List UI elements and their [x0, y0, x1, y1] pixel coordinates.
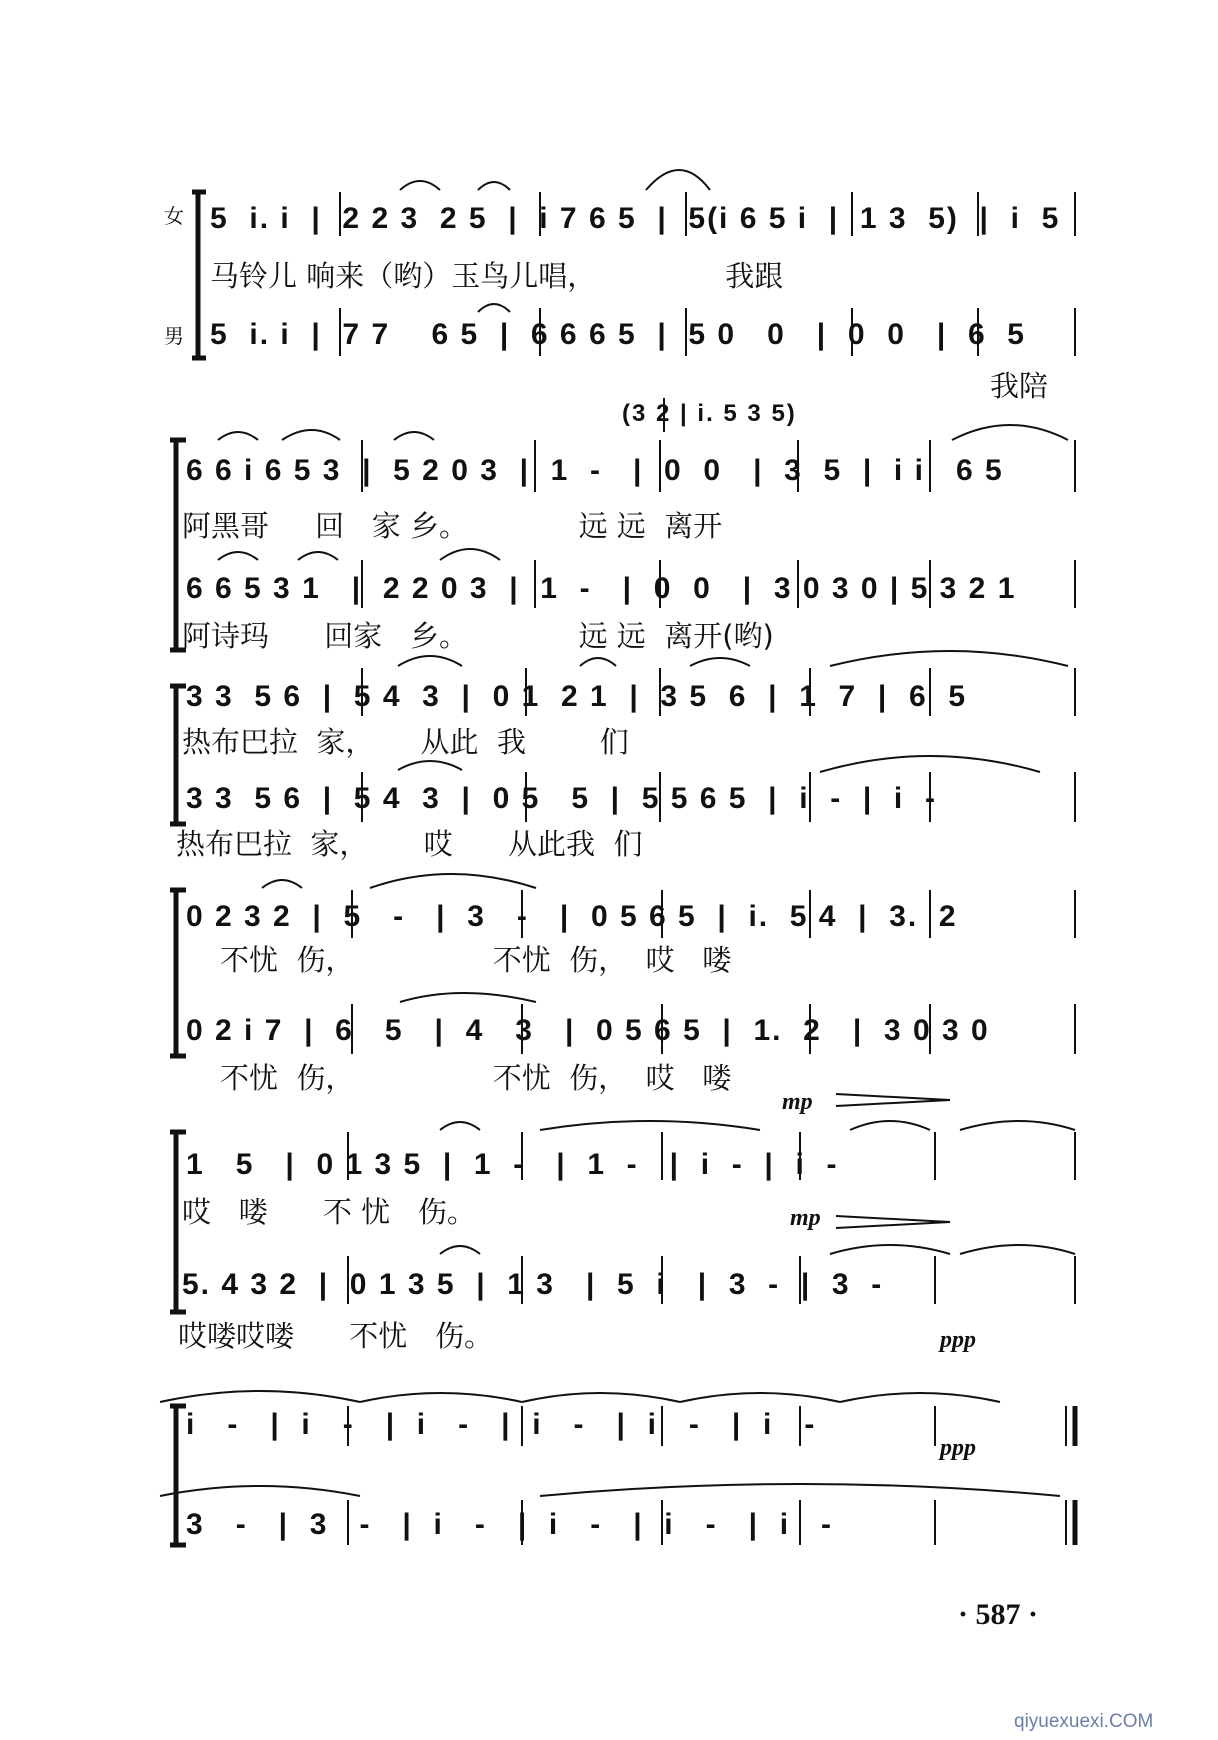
s1-male-notes: 5 i. i | 7 7 6 5 | 6 6 6 5 | 5 0 0 | 0 0 | 6 5 — [210, 318, 1026, 351]
s6-female-notes: i - | i - | i - | i - | i - | i - — [186, 1408, 817, 1441]
s5-end-dynamic: ppp — [940, 1327, 976, 1353]
s2-female-notes: 6 6 i 6 5 3 | 5 2 0 3 | 1 - | 0 0 | 3 5 | i i 6 5 — [186, 454, 1004, 487]
s3-female-lyrics: 热布巴拉 家， 从此 我 们 — [182, 725, 629, 759]
s5-dynamic: mp — [790, 1205, 821, 1231]
s3-female-notes: 3 3 5 6 | 5 4 3 | 0 1 2 1 | 3 5 6 | 1 7 | 6 5 — [186, 680, 968, 713]
s1-male-lyrics: 我陪 — [990, 369, 1049, 403]
s5-female-lyrics: 哎 喽 不 忧 伤。 — [182, 1195, 476, 1229]
s4-male-notes: 0 2 i 7 | 6 5 | 4 3 | 0 5 6 5 | 1. 2 | 3 0 3 0 — [186, 1014, 990, 1047]
s2-female-lyrics: 阿黑哥 回 家 乡。 远 远 离开 — [182, 509, 723, 543]
s2-male-lyrics: 阿诗玛 回家 乡。 远 远 离开(哟) — [182, 619, 774, 653]
male-part-label: 男 — [164, 324, 184, 348]
s4-male-lyrics: 不忧 伤， 不忧 伤， 哎 喽 — [220, 1061, 732, 1095]
s1-ossia: (3 2 | i. 5 3 5) — [622, 400, 797, 427]
s5-female-notes: 1 5 | 0 1 3 5 | 1 - | 1 - | i - | i - — [186, 1148, 839, 1181]
s3-male-lyrics: 热布巴拉 家， 哎 从此我 们 — [176, 827, 643, 861]
s6-end-dynamic: ppp — [940, 1435, 976, 1461]
s4-female-notes: 0 2 3 2 | 5 - | 3 - | 0 5 6 5 | i. 5 4 | 3. 2 — [186, 900, 958, 933]
female-part-label: 女 — [164, 204, 184, 228]
watermark: qiyuexuexi.COM — [1014, 1711, 1154, 1732]
s1-female-notes: 5 i. i | 2 2 3 2 5 | i 7 6 5 | 5(i 6 5 i | 1 3 5) | i 5 — [210, 202, 1061, 235]
s3-male-notes: 3 3 5 6 | 5 4 3 | 0 5 5 | 5 5 6 5 | i - | i - — [186, 782, 937, 815]
page-number: · 587 · — [958, 1598, 1039, 1631]
s4-female-lyrics: 不忧 伤， 不忧 伤， 哎 喽 — [220, 943, 732, 977]
s5-male-lyrics: 哎喽哎喽 不忧 伤。 — [178, 1319, 493, 1353]
s2-male-notes: 6 6 5 3 1 | 2 2 0 3 | 1 - | 0 0 | 3 0 3 0 | 5 3 2 1 — [186, 572, 1017, 605]
s6-male-notes: 3 - | 3 - | i - | i - | i - | i - — [186, 1508, 834, 1541]
s5-male-notes: 5. 4 3 2 | 0 1 3 5 | 1 3 | 5 i | 3 - | 3 - — [182, 1268, 884, 1301]
s1-female-lyrics: 马铃儿 响来（哟）玉鸟儿唱， 我跟 — [210, 259, 784, 293]
s4-dynamic: mp — [782, 1089, 813, 1115]
